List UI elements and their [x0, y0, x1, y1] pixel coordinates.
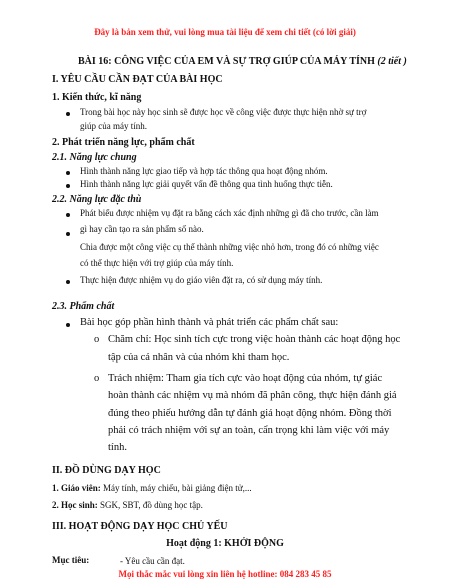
- preview-notice-banner: Đây là bản xem thử, vui lòng mua tài liệu để xem chi tiết (có lời giải): [94, 27, 356, 37]
- subsection-heading: 2.2. Năng lực đặc thù: [52, 194, 142, 205]
- paragraph-line: Bài học góp phần hình thành và phát triển các phẩm chất sau:: [80, 317, 339, 328]
- paragraph-line: đúng theo phiếu hướng dẫn tự đánh giá hoạt động nhóm. Đồng thời: [108, 408, 392, 419]
- teacher-label: 1. Giáo viên:: [52, 483, 101, 493]
- hotline-banner: Mọi thắc mắc vui lòng xin liên hệ hotline: 084 283 45 85: [118, 569, 332, 579]
- lesson-duration: (2 tiết ): [377, 56, 407, 67]
- goal-text: - Yêu cầu cần đạt.: [120, 556, 185, 566]
- section-heading: II. ĐỒ DÙNG DẠY HỌC: [52, 465, 161, 476]
- bullet-marker: [66, 280, 70, 284]
- list-item: Hình thành năng lực giao tiếp và hợp tác thông qua hoạt động nhóm.: [80, 166, 328, 176]
- goal-label: Mục tiêu:: [52, 555, 90, 565]
- list-item: Thực hiện được nhiệm vụ do giáo viên đặt ra, có sử dụng máy tính.: [80, 275, 323, 285]
- bullet-marker: [66, 184, 70, 188]
- paragraph-line: Chia được một công việc cụ thể thành những việc nhỏ hơn, trong đó có những việc: [80, 242, 379, 252]
- lesson-title-main: BÀI 16: CÔNG VIỆC CỦA EM VÀ SỰ TRỢ GIÚP CỦA MÁY TÍNH: [78, 56, 375, 67]
- paragraph-line: tính.: [108, 442, 127, 453]
- subsection-heading: 1. Kiến thức, kĩ năng: [52, 92, 142, 103]
- bullet-marker: [66, 171, 70, 175]
- materials-teacher: [52, 483, 252, 493]
- paragraph-line: tập của cá nhân và của nhóm khi tham học.: [108, 352, 290, 363]
- materials-student: [52, 500, 203, 510]
- list-item: Hình thành năng lực giải quyết vấn đề thông qua tình huống thực tiễn.: [80, 179, 333, 189]
- sub-bullet-marker: o: [94, 334, 100, 345]
- paragraph-line: hoàn thành các nhiệm vụ mà nhóm đã phân công, thực hiện đánh giá: [108, 390, 397, 401]
- paragraph-line: Trách nhiệm: Tham gia tích cực vào hoạt động của nhóm, tự giác: [108, 373, 383, 384]
- section-heading: I. YÊU CẦU CẦN ĐẠT CỦA BÀI HỌC: [52, 74, 223, 85]
- paragraph-line: gì hay cần tạo ra sản phẩm số nào.: [80, 224, 204, 234]
- teacher-materials: Máy tính, máy chiếu, bài giảng điện tử,...: [100, 483, 252, 493]
- section-heading: III. HOẠT ĐỘNG DẠY HỌC CHỦ YẾU: [52, 521, 228, 532]
- lesson-title: [78, 56, 407, 67]
- subsection-heading: 2. Phát triển năng lực, phẩm chất: [52, 137, 195, 148]
- paragraph-line: giúp của máy tính.: [80, 121, 147, 131]
- activity-title: Hoạt động 1: KHỞI ĐỘNG: [166, 538, 284, 549]
- subsection-heading: 2.1. Năng lực chung: [52, 152, 137, 163]
- bullet-marker: [66, 323, 70, 327]
- paragraph-line: có thể thực hiện với trợ giúp của máy tính.: [80, 258, 234, 268]
- paragraph-line: Chăm chỉ: Học sinh tích cực trong việc hoàn thành các hoạt động học: [108, 334, 401, 345]
- student-label: 2. Học sinh:: [52, 500, 98, 510]
- paragraph-line: Phát biểu được nhiệm vụ đặt ra bằng cách xác định những gì đã cho trước, cần làm: [80, 208, 379, 218]
- subsection-heading: 2.3. Phẩm chất: [52, 301, 115, 312]
- paragraph-line: Trong bài học này học sinh sẽ được học về công việc được thực hiện nhờ sự trợ: [80, 107, 367, 117]
- paragraph-line: phải có trách nhiệm với sự an toàn, cẩn trọng khi làm việc với máy: [108, 425, 390, 436]
- sub-bullet-marker: o: [94, 373, 100, 384]
- bullet-marker: [66, 232, 70, 236]
- bullet-marker: [66, 213, 70, 217]
- student-materials: SGK, SBT, đồ dùng học tập.: [97, 500, 203, 510]
- bullet-marker: [66, 112, 70, 116]
